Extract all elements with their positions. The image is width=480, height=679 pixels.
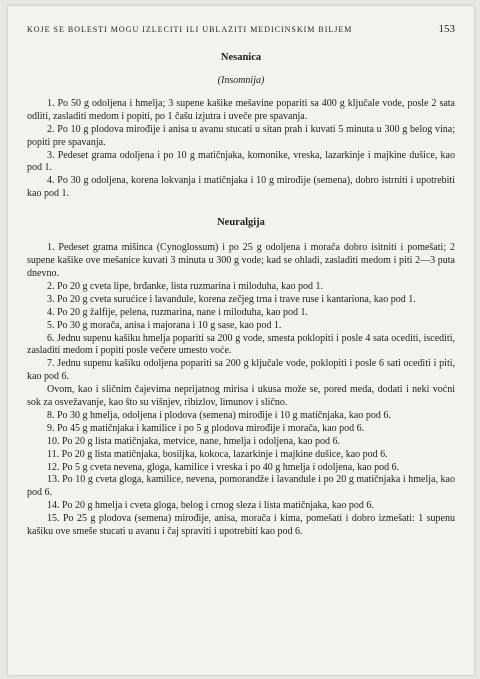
recipe-paragraph: 7. Jednu supenu kašiku odoljena popariti sa 200 g ključale vode, poklopiti i posle 6 sati oceditі i piti, kao pod 6. [27, 358, 455, 383]
section-nesanica-items [27, 98, 455, 201]
running-title: KOJE SE BOLESTI MOGU IZLECITI ILI UBLAZITI MEDICINSKIM BILJEM [27, 25, 353, 34]
recipe-paragraph: 6. Jednu supenu kašiku hmelja popariti sa 200 g vode, smesta poklopiti i posle 4 sata ocediti, iscediti, zasladiti medom i popiti posle večere umesto voće. [27, 332, 455, 357]
book-page [8, 6, 474, 675]
recipe-paragraph: 11. Po 20 g lista matičnjaka, bosiljka, kokoca, lazarkinje i majkine dušice, kao pod 6. [47, 448, 388, 460]
recipe-paragraph: 8. Po 30 g hmelja, odoljena i plodova (semena) mirođije i 10 g matičnjaka, kao pod 6. [47, 409, 391, 421]
recipe-paragraph: 13. Po 10 g cveta gloga, kamilice, nevena, pomorandže i lavandule i po 20 g matičnjaka i hmelja, kao pod 6. [27, 474, 455, 499]
recipe-paragraph: 2. Po 20 g cveta lipe, brđanke, lista ruzmarina i miloduha, kao pod 1. [47, 280, 324, 292]
recipe-paragraph: 14. Po 20 g hmelja i cveta gloga, belog i crnog sleza i lista matičnjaka, kao pod 6. [47, 500, 374, 512]
recipe-paragraph: 2. Po 10 g plodova mirođije i anisa u avanu stucati u sitan prah i kuvati 5 minuta u 300 g belog vina; popiti pre spavanja. [27, 123, 455, 148]
section-subtitle-insomnija: (Insomnija) [217, 75, 265, 86]
note-paragraph: Ovom, kao i sličnim čajevima neprijatnog mirisa i ukusa može se, pored meda, dodati i neki voćni sok za osvežavanje, kao što su višnjev, ribizlov, limunov i slično. [27, 384, 455, 409]
section-title-neuralgija: Neuralgija [217, 217, 265, 229]
recipe-paragraph: 10. Po 20 g lista matičnjaka, metvice, nane, hmelja i odoljena, kao pod 6. [47, 435, 340, 447]
recipe-paragraph: 3. Po 20 g cveta surućice i lavandule, korena zečjeg trna i trave ruse i kantariona, kao pod 1. [47, 293, 416, 305]
page-number: 153 [438, 23, 455, 35]
recipe-paragraph: 1. Po 50 g odoljena i hmelja; 3 supene kašike mešavine popariti sa 400 g ključale vode, posle 2 sata odliti, zasladiti medom i popiti, po 1 čašu izjutra i uveče pre spavanja. [27, 97, 455, 122]
running-header [27, 25, 455, 34]
page-content [27, 51, 455, 539]
recipe-paragraph: 1. Pedeset grama mišinca (Cynoglossum) i po 25 g odoljena i morača dobro isitniti i pomešati; 2 supene kašike ove mešanice kuvati 3 minuta u 300 g vode; kad se ohladi, zasladiti medom i piti 2—3 puta dnevno. [27, 242, 455, 279]
recipe-paragraph: 5. Po 30 g morača, anisa i majorana i 10 g sase, kao pod 1. [47, 319, 282, 331]
section-title-nesanica: Nesanica [220, 52, 262, 63]
recipe-paragraph: 9. Po 45 g matičnjaka i kamilice i po 5 g plodova mirođije i morača, kao pod 6. [47, 422, 365, 434]
section-neuralgija-items [27, 242, 455, 539]
recipe-paragraph: 3. Pedeset grama odoljena i po 10 g matičnjaka, komonike, vreska, lazarkinje i majkine dušice, kao pod 1. [27, 149, 455, 174]
recipe-paragraph: 4. Po 20 g žalfije, pelena, ruzmarina, nane i miloduha, kao pod 1. [47, 306, 309, 318]
recipe-paragraph: 12. Po 5 g cveta nevena, gloga, kamilice i vreska i po 40 g hmelja i odoljena, kao pod 6. [47, 461, 400, 473]
recipe-paragraph: 4. Po 30 g odoljena, korena lokvanja i matičnjaka i 10 g mirođije (semena), dobro istrniti i upotrebiti kao pod 1. [27, 175, 455, 200]
recipe-paragraph: 15. Po 25 g plodova (semena) mirođije, anisa, morača i kima, pomešati i dobro izmešati: 1 supenu kašiku ove smeše stucati u avanu i čaj spraviti i upotrebiti kao pod 6. [27, 513, 455, 538]
